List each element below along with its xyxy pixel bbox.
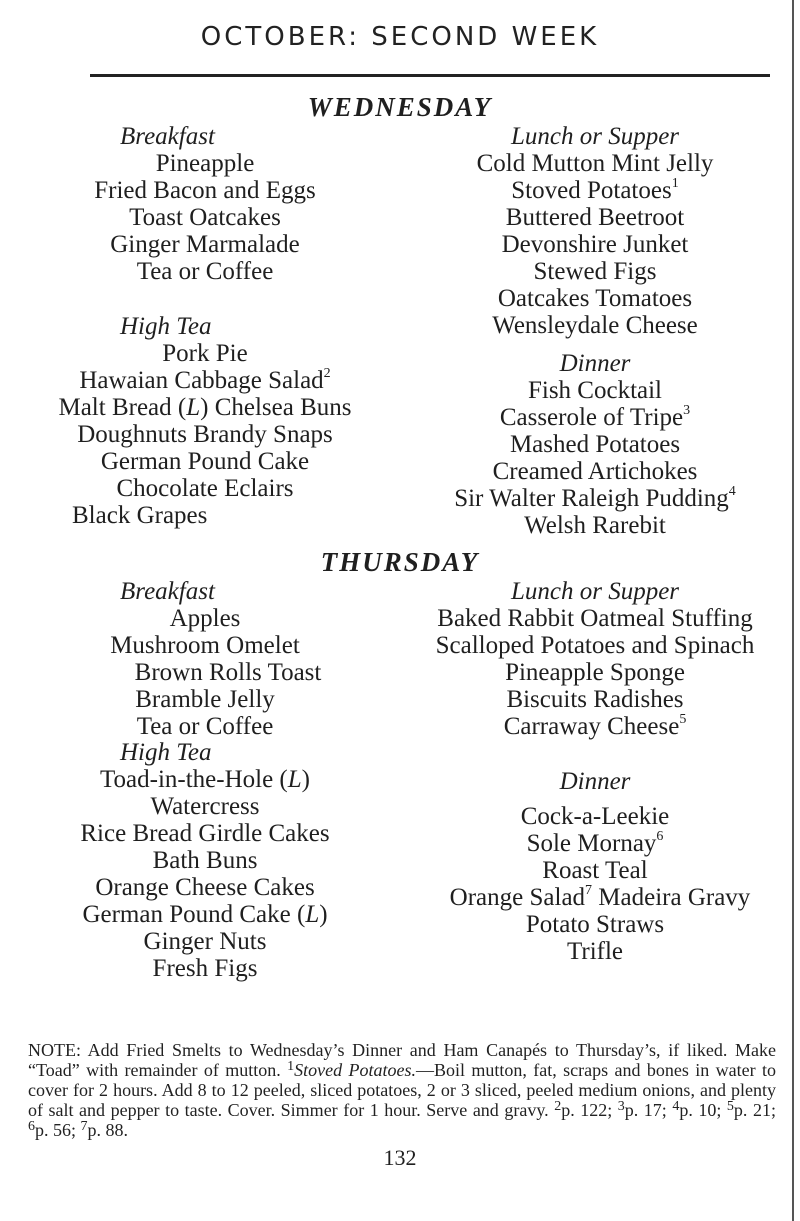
menu-item: Doughnuts xyxy=(77,421,187,448)
menu-item: Toast xyxy=(267,659,322,686)
menu-item: Hawaian Cabbage Salad$^2$ xyxy=(79,366,331,394)
page-edge xyxy=(792,0,794,1221)
section-heading: Breakfast xyxy=(120,578,215,605)
menu-item: Madeira Gravy xyxy=(598,884,751,911)
menu-item: Oatcakes xyxy=(497,285,590,312)
thursday-lunch-section xyxy=(405,578,785,740)
menu-item: Mashed Potatoes xyxy=(509,431,681,458)
menu-item: Scalloped Potatoes and Spinach xyxy=(435,632,755,659)
menu-item: Pork Pie xyxy=(162,340,248,367)
menu-item: Orange Cheese Cakes xyxy=(95,874,315,901)
menu-item-pair xyxy=(410,150,780,177)
menu-item: Devonshire Junket xyxy=(501,231,689,258)
menu-item: Potato Straws xyxy=(525,911,665,938)
wednesday-lunch-section xyxy=(410,123,780,339)
menu-item: Fish Cocktail xyxy=(527,377,663,404)
section-heading: Lunch or Supper xyxy=(510,123,680,150)
section-heading: Dinner xyxy=(559,768,631,795)
menu-item: Rice Bread xyxy=(80,820,193,847)
menu-item: Bath Buns xyxy=(152,847,258,874)
menu-item: Watercress xyxy=(150,793,260,820)
menu-item: Biscuits xyxy=(506,686,588,713)
section-heading: Breakfast xyxy=(120,123,215,150)
menu-item: Toad-in-the-Hole (L) xyxy=(100,766,310,793)
menu-item: Tea or Coffee xyxy=(136,713,274,740)
menu-item: German Pound Cake (L) xyxy=(82,901,328,928)
section-heading: Lunch or Supper xyxy=(510,578,680,605)
menu-item-pair xyxy=(405,884,785,911)
menu-item: Tomatoes xyxy=(595,285,693,312)
menu-item: Apples xyxy=(169,605,241,632)
section-heading: Dinner xyxy=(559,350,631,377)
menu-item: Fresh Figs xyxy=(152,955,258,982)
menu-item: Brown Rolls xyxy=(134,659,262,686)
menu-item: Girdle Cakes xyxy=(198,820,330,847)
day-title-thursday: THURSDAY xyxy=(320,547,480,577)
day-title-wednesday: WEDNESDAY xyxy=(307,92,493,122)
wednesday-high-tea-section xyxy=(20,313,390,529)
menu-item: Tea or Coffee xyxy=(136,258,274,285)
menu-item: Sir Walter Raleigh Pudding$^4$ xyxy=(454,484,736,512)
menu-item: Oatcakes xyxy=(189,204,281,231)
menu-item: Fried Bacon and Eggs xyxy=(94,177,316,204)
menu-item: Cold Mutton xyxy=(476,150,606,177)
menu-item: Stoved Potatoes$^1$ xyxy=(511,176,679,204)
menu-item: Bramble Jelly xyxy=(135,686,275,713)
menu-item-pair xyxy=(20,659,390,686)
menu-item: Malt Bread (L) xyxy=(58,394,209,421)
thursday-high-tea-section xyxy=(20,739,390,982)
menu-item-pair xyxy=(20,421,390,448)
menu-item: Sole Mornay$^6$ xyxy=(526,829,664,857)
menu-item: Toast xyxy=(129,204,183,231)
footnote: NOTE: Add Fried Smelts to Wednesday’s Dinner and Ham Canapés to Thursday’s, if liked. Make “Toad” with remainder of mutton. $^1$Stoved Potatoes.—Boil mutton, fat, scraps and bones in water to cover for 2 hours. Add 8 to 12 peeled, sliced potatoes, 2 or 3 sliced, peeled medium onions, and plenty of salt and pepper to taste. Cover. Simmer for 1 hour. Serve and gravy. $^2$p. 122; $^3$p. 17; $^4$p. 10; $^5$p. 21; $^6$p. 56; $^7$p. 88. xyxy=(28,1040,776,1140)
menu-item: Chelsea Buns xyxy=(214,394,352,421)
menu-item: Stewed Figs xyxy=(533,258,657,285)
menu-item: Creamed Artichokes xyxy=(492,458,698,485)
menu-item: Pineapple Sponge xyxy=(505,659,685,686)
menu-item: Radishes xyxy=(593,686,684,713)
menu-item: Ginger Nuts xyxy=(143,928,267,955)
menu-item: Mint Jelly xyxy=(611,150,714,177)
menu-item: Black Grapes xyxy=(72,502,208,529)
menu-item: Welsh Rarebit xyxy=(524,512,666,539)
section-heading: High Tea xyxy=(120,313,212,340)
menu-item: Mushroom Omelet xyxy=(110,632,300,659)
menu-item: Baked Rabbit Oatmeal Stuffing xyxy=(437,605,753,632)
menu-item-pair xyxy=(410,285,780,312)
menu-item: German Pound Cake xyxy=(100,448,310,475)
wednesday-dinner-section xyxy=(410,350,780,539)
menu-item-pair xyxy=(20,820,390,847)
menu-item-pair xyxy=(20,394,390,421)
menu-item: Buttered Beetroot xyxy=(505,204,685,231)
menu-item: Orange Salad$^7$ xyxy=(449,883,593,911)
menu-item-pair xyxy=(405,686,785,713)
menu-item: Ginger Marmalade xyxy=(110,231,300,258)
thursday-dinner-section xyxy=(405,768,785,965)
menu-item: Brandy Snaps xyxy=(193,421,333,448)
page-header: OCTOBER: SECOND WEEK xyxy=(200,22,600,52)
wednesday-breakfast-section xyxy=(20,123,390,285)
menu-item: Pineapple xyxy=(155,150,255,177)
header-rule xyxy=(90,74,770,77)
menu-item: Roast Teal xyxy=(542,857,648,884)
page-number: 132 xyxy=(383,1145,417,1170)
menu-item: Casserole of Tripe$^3$ xyxy=(499,403,691,431)
section-heading: High Tea xyxy=(120,739,212,766)
menu-item-pair xyxy=(20,204,390,231)
menu-item: Carraway Cheese$^5$ xyxy=(503,712,687,740)
thursday-breakfast-section xyxy=(20,578,390,740)
menu-item: Trifle xyxy=(566,938,624,965)
menu-item: Cock-a-Leekie xyxy=(520,803,670,830)
menu-item: Wensleydale Cheese xyxy=(492,312,698,339)
menu-item: Chocolate Eclairs xyxy=(116,475,294,502)
